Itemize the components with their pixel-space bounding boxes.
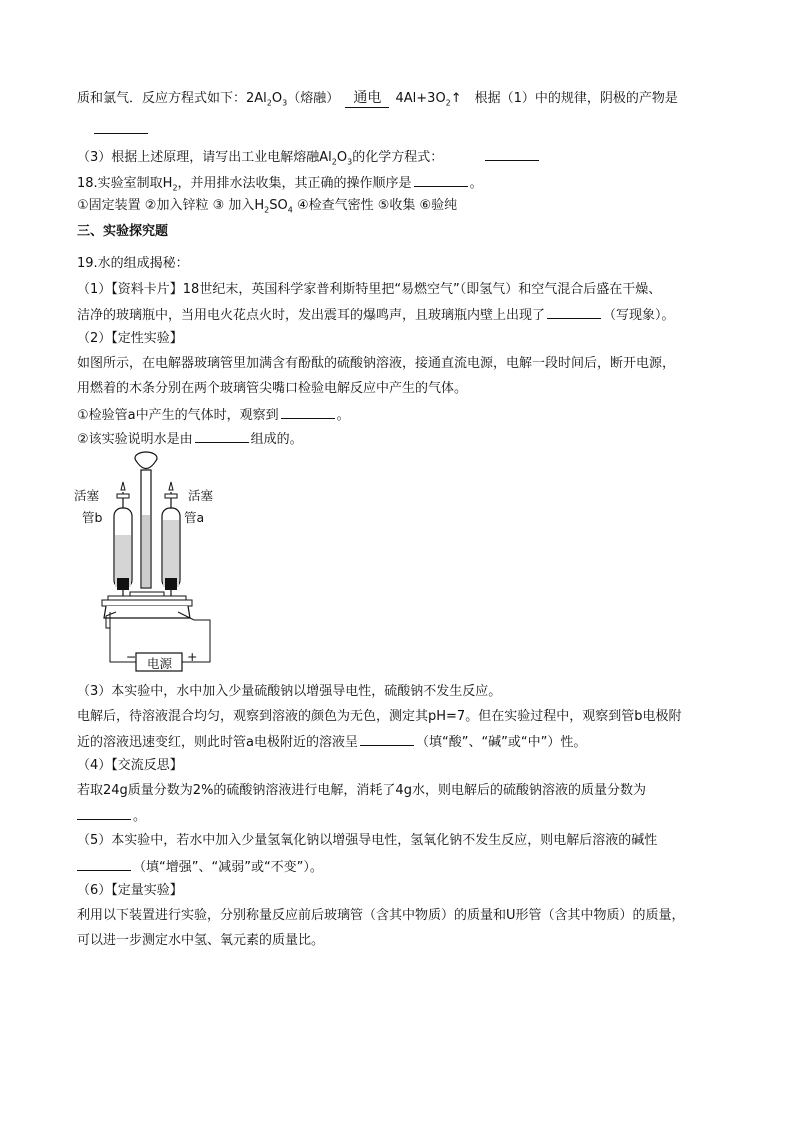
subheading: （6）【定量实验】: [77, 883, 183, 898]
text: ②该实验说明水是由: [77, 432, 193, 447]
text: 的化学方程式：: [352, 150, 444, 165]
text: 洁净的玻璃瓶中，当用电火花点火时，发出震耳的爆鸣声，且玻璃瓶内壁上出现了: [77, 308, 546, 323]
answer-blank[interactable]: [195, 429, 249, 443]
paragraph: 如图所示，在电解器玻璃管里加满含有酚酞的硫酸钠溶液，接通直流电源，电解一段时间后，断开电源，: [77, 356, 676, 371]
question-18: [77, 173, 483, 198]
subscript: 2: [445, 98, 451, 108]
text: 质和氯气．反应方程式如下：2Al: [77, 91, 267, 106]
answer-blank[interactable]: [94, 120, 148, 134]
paragraph: 可以进一步测定水中氢、氧元素的质量比。: [77, 933, 325, 948]
paragraph: 若取24g质量分数为2%的硫酸钠溶液进行电解，消耗了4g水，则电解后的硫酸钠溶液的质量分数为: [77, 783, 646, 798]
text: （填“增强”、“减弱”或“不变”）。: [133, 860, 323, 875]
paragraph: [77, 857, 323, 877]
paragraph: [77, 732, 586, 752]
paragraph: [77, 305, 675, 325]
paragraph: （5）本实验中，若水中加入少量氢氧化钠以增强导电性，氢氧化钠不发生反应，则电解后溶液的碱性: [77, 833, 658, 848]
paragraph: 电解后，待溶液混合均匀，观察到溶液的颜色为无色，测定其pH=7。但在实验过程中，观察到管b电极附: [77, 709, 682, 724]
answer-blank-line: [92, 120, 150, 140]
electrolysis-apparatus-figure: [70, 450, 220, 672]
text: ①固定装置 ②加入锌粒 ③ 加入H: [77, 198, 265, 213]
answer-blank[interactable]: [547, 305, 601, 319]
answer-blank[interactable]: [77, 806, 131, 820]
electrolysis-apparatus-drawing: [70, 450, 220, 672]
equation-line: [77, 89, 678, 113]
subheading: （4）【交流反思】: [77, 758, 183, 773]
text: ④检查气密性 ⑤收集 ⑥验纯: [292, 198, 458, 213]
subscript: 2: [172, 183, 178, 193]
question-19: 19.水的组成揭秘：: [77, 256, 189, 271]
paragraph: （3）本实验中，水中加入少量硫酸钠以增强导电性，硫酸钠不发生反应。: [77, 684, 502, 699]
text: （填“酸”、“碱”或“中”）性。: [415, 735, 587, 750]
text: 近的溶液迅速变红，则此时管a电极附近的溶液呈: [77, 735, 358, 750]
text: SO: [269, 198, 288, 213]
text: （3）根据上述原理，请写出工业电解熔融Al: [77, 150, 332, 165]
subscript: 3: [282, 98, 288, 108]
answer-blank[interactable]: [77, 857, 131, 871]
tube-a-label: 管a: [184, 510, 205, 525]
answer-blank[interactable]: [360, 732, 414, 746]
reaction-condition: 通电: [345, 89, 389, 108]
subscript: 2: [266, 98, 272, 108]
text: O: [271, 91, 283, 106]
answer-blank[interactable]: [281, 405, 335, 419]
positive-terminal: +: [187, 649, 198, 664]
text: 。: [469, 176, 483, 191]
stopcock-label-right: 活塞: [188, 488, 214, 503]
subscript: 4: [287, 205, 293, 215]
paragraph: [77, 405, 350, 425]
text: ①检验管a中产生的气体时，观察到: [77, 408, 279, 423]
section-heading: 三、实验探究题: [77, 224, 169, 239]
paragraph: 用燃着的木条分别在两个玻璃管尖嘴口检验电解反应中产生的气体。: [77, 381, 468, 396]
text: 。: [336, 408, 350, 423]
text: （写现象）。: [603, 308, 675, 323]
text: O: [336, 150, 348, 165]
text: 。: [133, 809, 147, 824]
tube-b-label: 管b: [82, 510, 103, 525]
subscript: 2: [331, 157, 337, 167]
text: 4Al+3O: [395, 91, 446, 106]
answer-blank[interactable]: [485, 147, 539, 161]
subscript: 3: [347, 157, 353, 167]
text: 组成的。: [250, 432, 303, 447]
subheading: （2）【定性实验】: [77, 331, 183, 346]
paragraph: （1）【资料卡片】18世纪末，英国科学家普利斯特里把“易燃空气”（即氢气）和空气混合后盛在干燥、: [77, 282, 662, 297]
stopcock-label-left: 活塞: [74, 488, 100, 503]
question-line: [77, 147, 541, 172]
power-supply-label: 电源: [147, 656, 173, 671]
paragraph: [77, 806, 146, 826]
paragraph: [77, 429, 303, 449]
operation-options: [77, 197, 457, 220]
text: 18.实验室制取H: [77, 176, 173, 191]
paragraph: 利用以下装置进行实验，分别称量反应前后玻璃管（含其中物质）的质量和U形管（含其中物质）的质量，: [77, 908, 685, 923]
negative-terminal: −: [126, 649, 137, 664]
text: （熔融）: [287, 91, 340, 106]
text: ，并用排水法收集，其正确的操作顺序是: [177, 176, 412, 191]
text: ↑ 根据（1）中的规律，阴极的产物是: [450, 91, 678, 106]
subscript: 2: [264, 205, 270, 215]
answer-blank[interactable]: [414, 173, 468, 187]
